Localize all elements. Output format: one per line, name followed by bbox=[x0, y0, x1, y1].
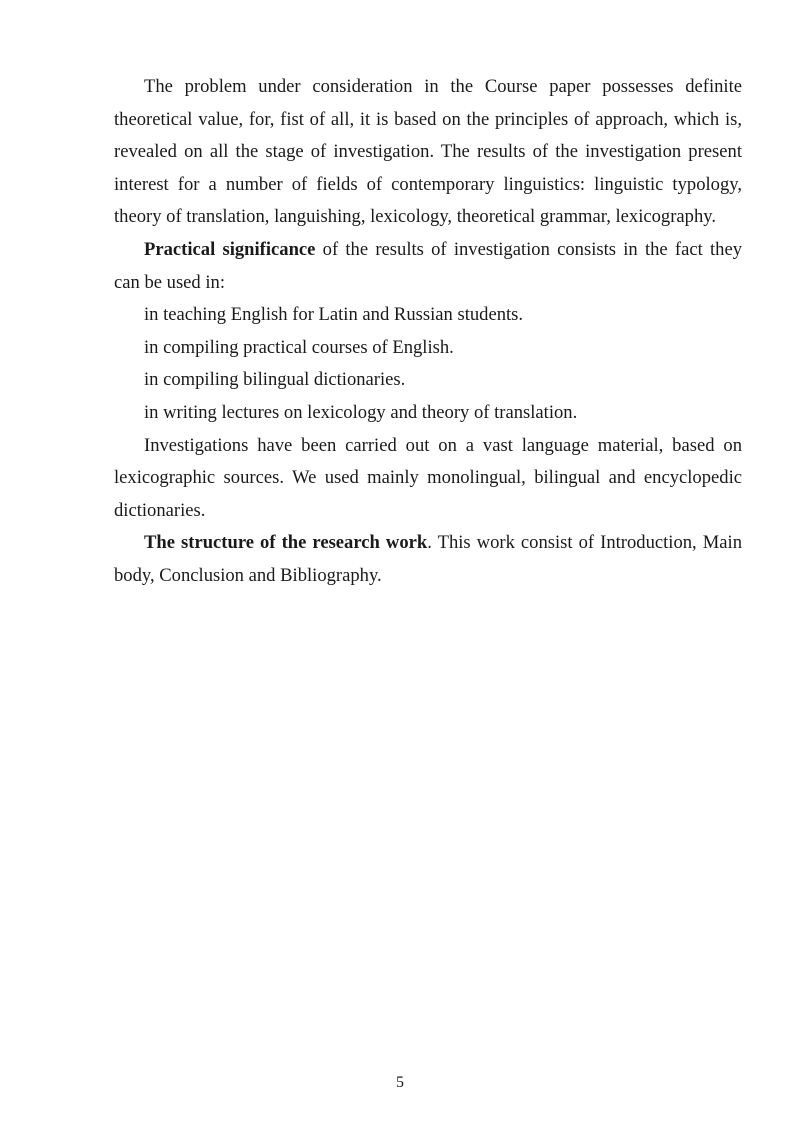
practical-significance-text: of the results of investigation consists in the fact they can be used in: bbox=[114, 238, 742, 293]
practical-significance-paragraph bbox=[114, 234, 742, 299]
investigations-paragraph: Investigations have been carried out on a vast language material, based on lexicographic sources. We used mainly monolingual, bilingual and encyclopedic dictionaries. bbox=[114, 434, 742, 521]
list-item: in teaching English for Latin and Russian students. bbox=[144, 304, 524, 326]
page-number: 5 bbox=[396, 1074, 404, 1091]
structure-paragraph bbox=[114, 527, 742, 592]
structure-heading: The structure of the research work bbox=[144, 532, 428, 554]
structure-text: . This work consist of Introduction, Main body, Conclusion and Bibliography. bbox=[114, 532, 742, 586]
practical-significance-heading: Practical significance bbox=[144, 238, 316, 260]
body-text bbox=[114, 71, 742, 593]
list-item: in compiling bilingual dictionaries. bbox=[144, 369, 406, 391]
theoretical-value-paragraph: The problem under consideration in the Course paper possesses definite theoretical value, for, fist of all, it is based on the principles of approach, which is, revealed on all the stage of investigation. The results of the investigation present interest for a number of fields of contemporary linguistics: linguistic typology, theory of translation, languishing, lexicology, theoretical grammar, lexicography. bbox=[114, 76, 742, 228]
list-item: in compiling practical courses of English. bbox=[144, 336, 454, 358]
list-item: in writing lectures on lexicology and theory of translation. bbox=[144, 401, 578, 423]
